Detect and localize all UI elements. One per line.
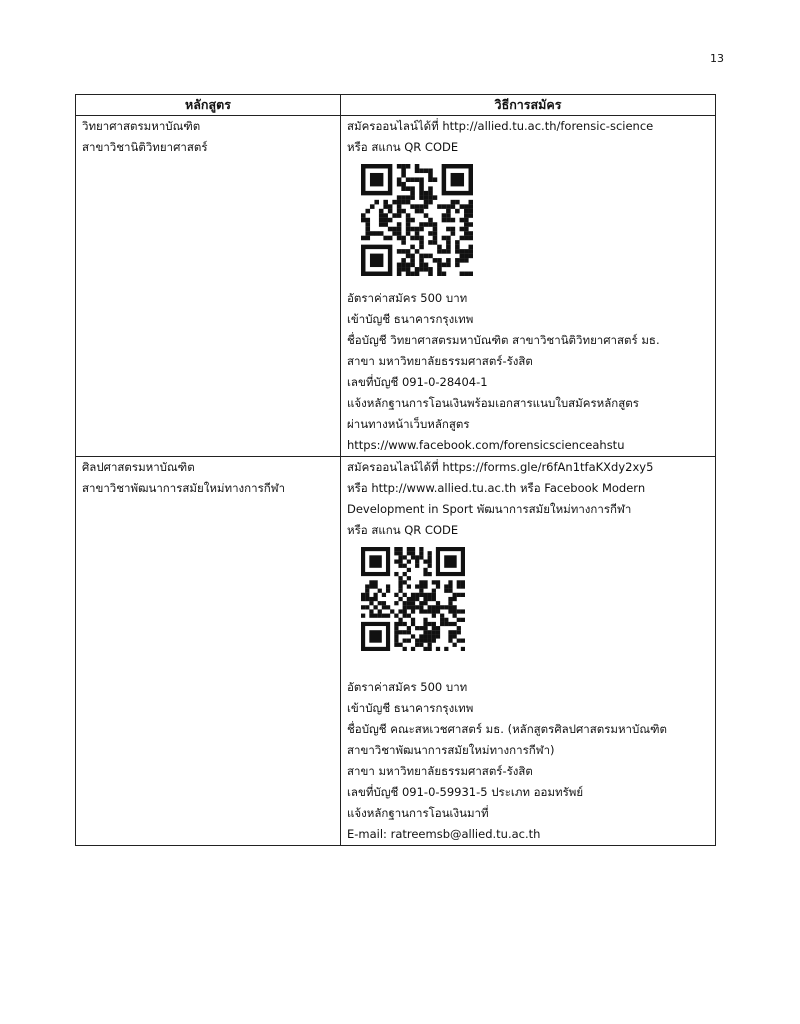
transfer-proof-note: แจ้งหลักฐานการโอนเงินพร้อมเอกสารแนบใบสมัครหลักสูตร [347, 396, 639, 410]
course-cell [76, 116, 341, 457]
qr-code-icon[interactable] [361, 164, 473, 276]
course-degree: ศิลปศาสตรมหาบัณฑิต [82, 460, 195, 474]
scan-qr-instruction: หรือ สแกน QR CODE [347, 140, 459, 154]
account-name-continued: สาขาวิชาพัฒนาการสมัยใหม่ทางการกีฬา) [347, 743, 555, 757]
account-name: ชื่อบัญชี วิทยาศาสตรมหาบัณฑิต สาขาวิชานิติวิทยาศาสตร์ มธ. [347, 333, 660, 347]
header-application-method: วิธีการสมัคร [341, 95, 716, 116]
facebook-link[interactable]: https://www.facebook.com/forensicscienceahstu [347, 438, 625, 452]
table-header-row [76, 95, 716, 116]
via-course-website: ผ่านทางหน้าเว็บหลักสูตร [347, 417, 470, 431]
account-number: เลขที่บัญชี 091-0-28404-1 [347, 375, 488, 389]
qr-code-icon[interactable] [361, 547, 465, 651]
application-table [75, 94, 716, 846]
bank-branch: สาขา มหาวิทยาลัยธรรมศาสตร์-รังสิต [347, 764, 533, 778]
alternate-links[interactable]: หรือ http://www.allied.tu.ac.th หรือ Facebook Modern [347, 481, 646, 495]
contact-email[interactable]: E-mail: ratreemsb@allied.tu.ac.th [347, 827, 541, 841]
bank-name: เข้าบัญชี ธนาคารกรุงเทพ [347, 701, 474, 715]
header-course: หลักสูตร [76, 95, 341, 116]
transfer-proof-note: แจ้งหลักฐานการโอนเงินมาที่ [347, 806, 489, 820]
course-major: สาขาวิชานิติวิทยาศาสตร์ [82, 140, 208, 154]
page-number: 13 [710, 52, 724, 65]
method-cell [341, 116, 716, 457]
account-number: เลขที่บัญชี 091-0-59931-5 ประเภท ออมทรัพย์ [347, 785, 584, 799]
facebook-page-name: Development in Sport พัฒนาการสมัยใหม่ทางการกีฬา [347, 502, 632, 516]
scan-qr-instruction: หรือ สแกน QR CODE [347, 523, 459, 537]
table-row [76, 116, 716, 457]
bank-name: เข้าบัญชี ธนาคารกรุงเทพ [347, 312, 474, 326]
apply-online-link[interactable]: สมัครออนไลน์ได้ที่ http://allied.tu.ac.th/forensic-science [347, 119, 654, 133]
method-cell [341, 457, 716, 846]
table-row [76, 457, 716, 846]
course-major: สาขาวิชาพัฒนาการสมัยใหม่ทางการกีฬา [82, 481, 286, 495]
course-degree: วิทยาศาสตรมหาบัณฑิต [82, 119, 201, 133]
account-name: ชื่อบัญชี คณะสหเวชศาสตร์ มธ. (หลักสูตรศิลปศาสตรมหาบัณฑิต [347, 722, 668, 736]
bank-branch: สาขา มหาวิทยาลัยธรรมศาสตร์-รังสิต [347, 354, 533, 368]
course-cell [76, 457, 341, 846]
application-fee: อัตราค่าสมัคร 500 บาท [347, 291, 468, 305]
apply-online-link[interactable]: สมัครออนไลน์ได้ที่ https://forms.gle/r6fAn1tfaKXdy2xy5 [347, 460, 654, 474]
application-fee: อัตราค่าสมัคร 500 บาท [347, 680, 468, 694]
